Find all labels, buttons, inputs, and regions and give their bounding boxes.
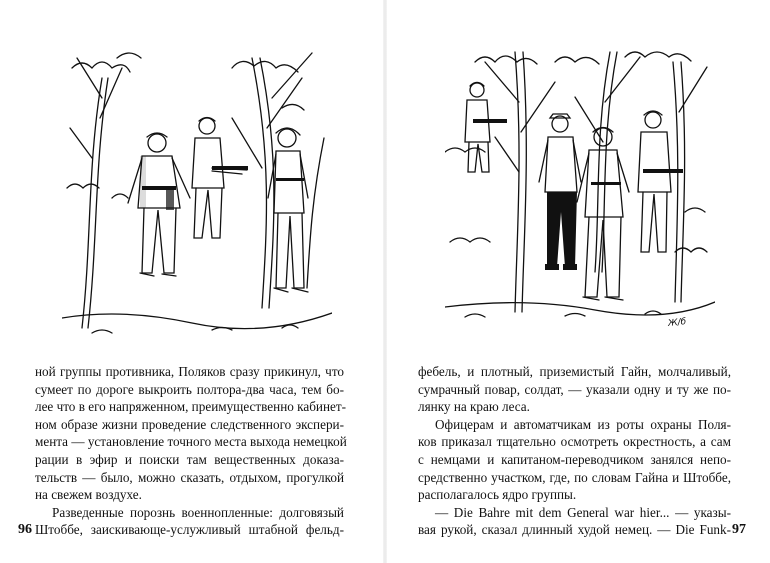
soldiers-forest-drawing xyxy=(62,38,332,338)
text-line: — Die Bahre mit dem General war hier... — указы- xyxy=(435,504,731,520)
right-text-block xyxy=(418,363,731,539)
page-number-left: 96 xyxy=(18,522,32,537)
text-line: Штоббе, заискивающе-услужливый штабной фельд- xyxy=(35,522,344,538)
text-line: сумрачный повар, солдат, — указали одну и ту же по- xyxy=(418,381,731,397)
text-line: сумеет по дороге выкроить полтора-два часа, тем бо- xyxy=(35,381,344,397)
text-line: рации в эфир и поиски там вещественных доказа- xyxy=(35,451,344,467)
text-line: мента — установление точного места выхода немецкой xyxy=(35,434,347,450)
soldiers-forest-drawing xyxy=(445,42,715,322)
right-illustration xyxy=(445,42,715,322)
text-line: Разведенные порознь военнопленные: долговязый xyxy=(52,504,344,520)
page-number-right: 97 xyxy=(732,522,746,537)
text-line: на свежем воздухе. xyxy=(35,487,142,503)
illustrator-signature: Ж/б xyxy=(667,317,687,329)
left-text-block xyxy=(35,363,347,539)
text-line: фебель, и плотный, приземистый Гайн, молчаливый, xyxy=(418,364,731,379)
text-line: ков приказал тщательно осмотреть окрестность, а сам xyxy=(418,434,731,450)
text-line: ной группы противника, Поляков сразу прикинул, что xyxy=(35,364,344,379)
right-page xyxy=(385,0,770,563)
text-line: средственно участком, где, по словам Гайна и Штоббе, xyxy=(418,469,731,485)
text-line: тельств — было, можно сказать, отдыхом, прогулкой xyxy=(35,469,344,485)
text-line: с немцами и капитаном-переводчиком занялся непо- xyxy=(418,451,731,467)
left-illustration xyxy=(62,38,332,338)
text-line: лее что в его напряженном, преимущественно кабинет- xyxy=(35,399,347,415)
text-line: располагалось ядро группы. xyxy=(418,487,577,503)
text-line: лянку на краю леса. xyxy=(418,399,530,415)
text-line: Офицерам и автоматчикам из роты охраны Поля- xyxy=(435,416,731,432)
text-line: ном образе жизни проведение следственного экспери- xyxy=(35,416,344,432)
text-line: вая рукой, сказал длинный худой немец. — Die Funk- xyxy=(418,522,731,538)
